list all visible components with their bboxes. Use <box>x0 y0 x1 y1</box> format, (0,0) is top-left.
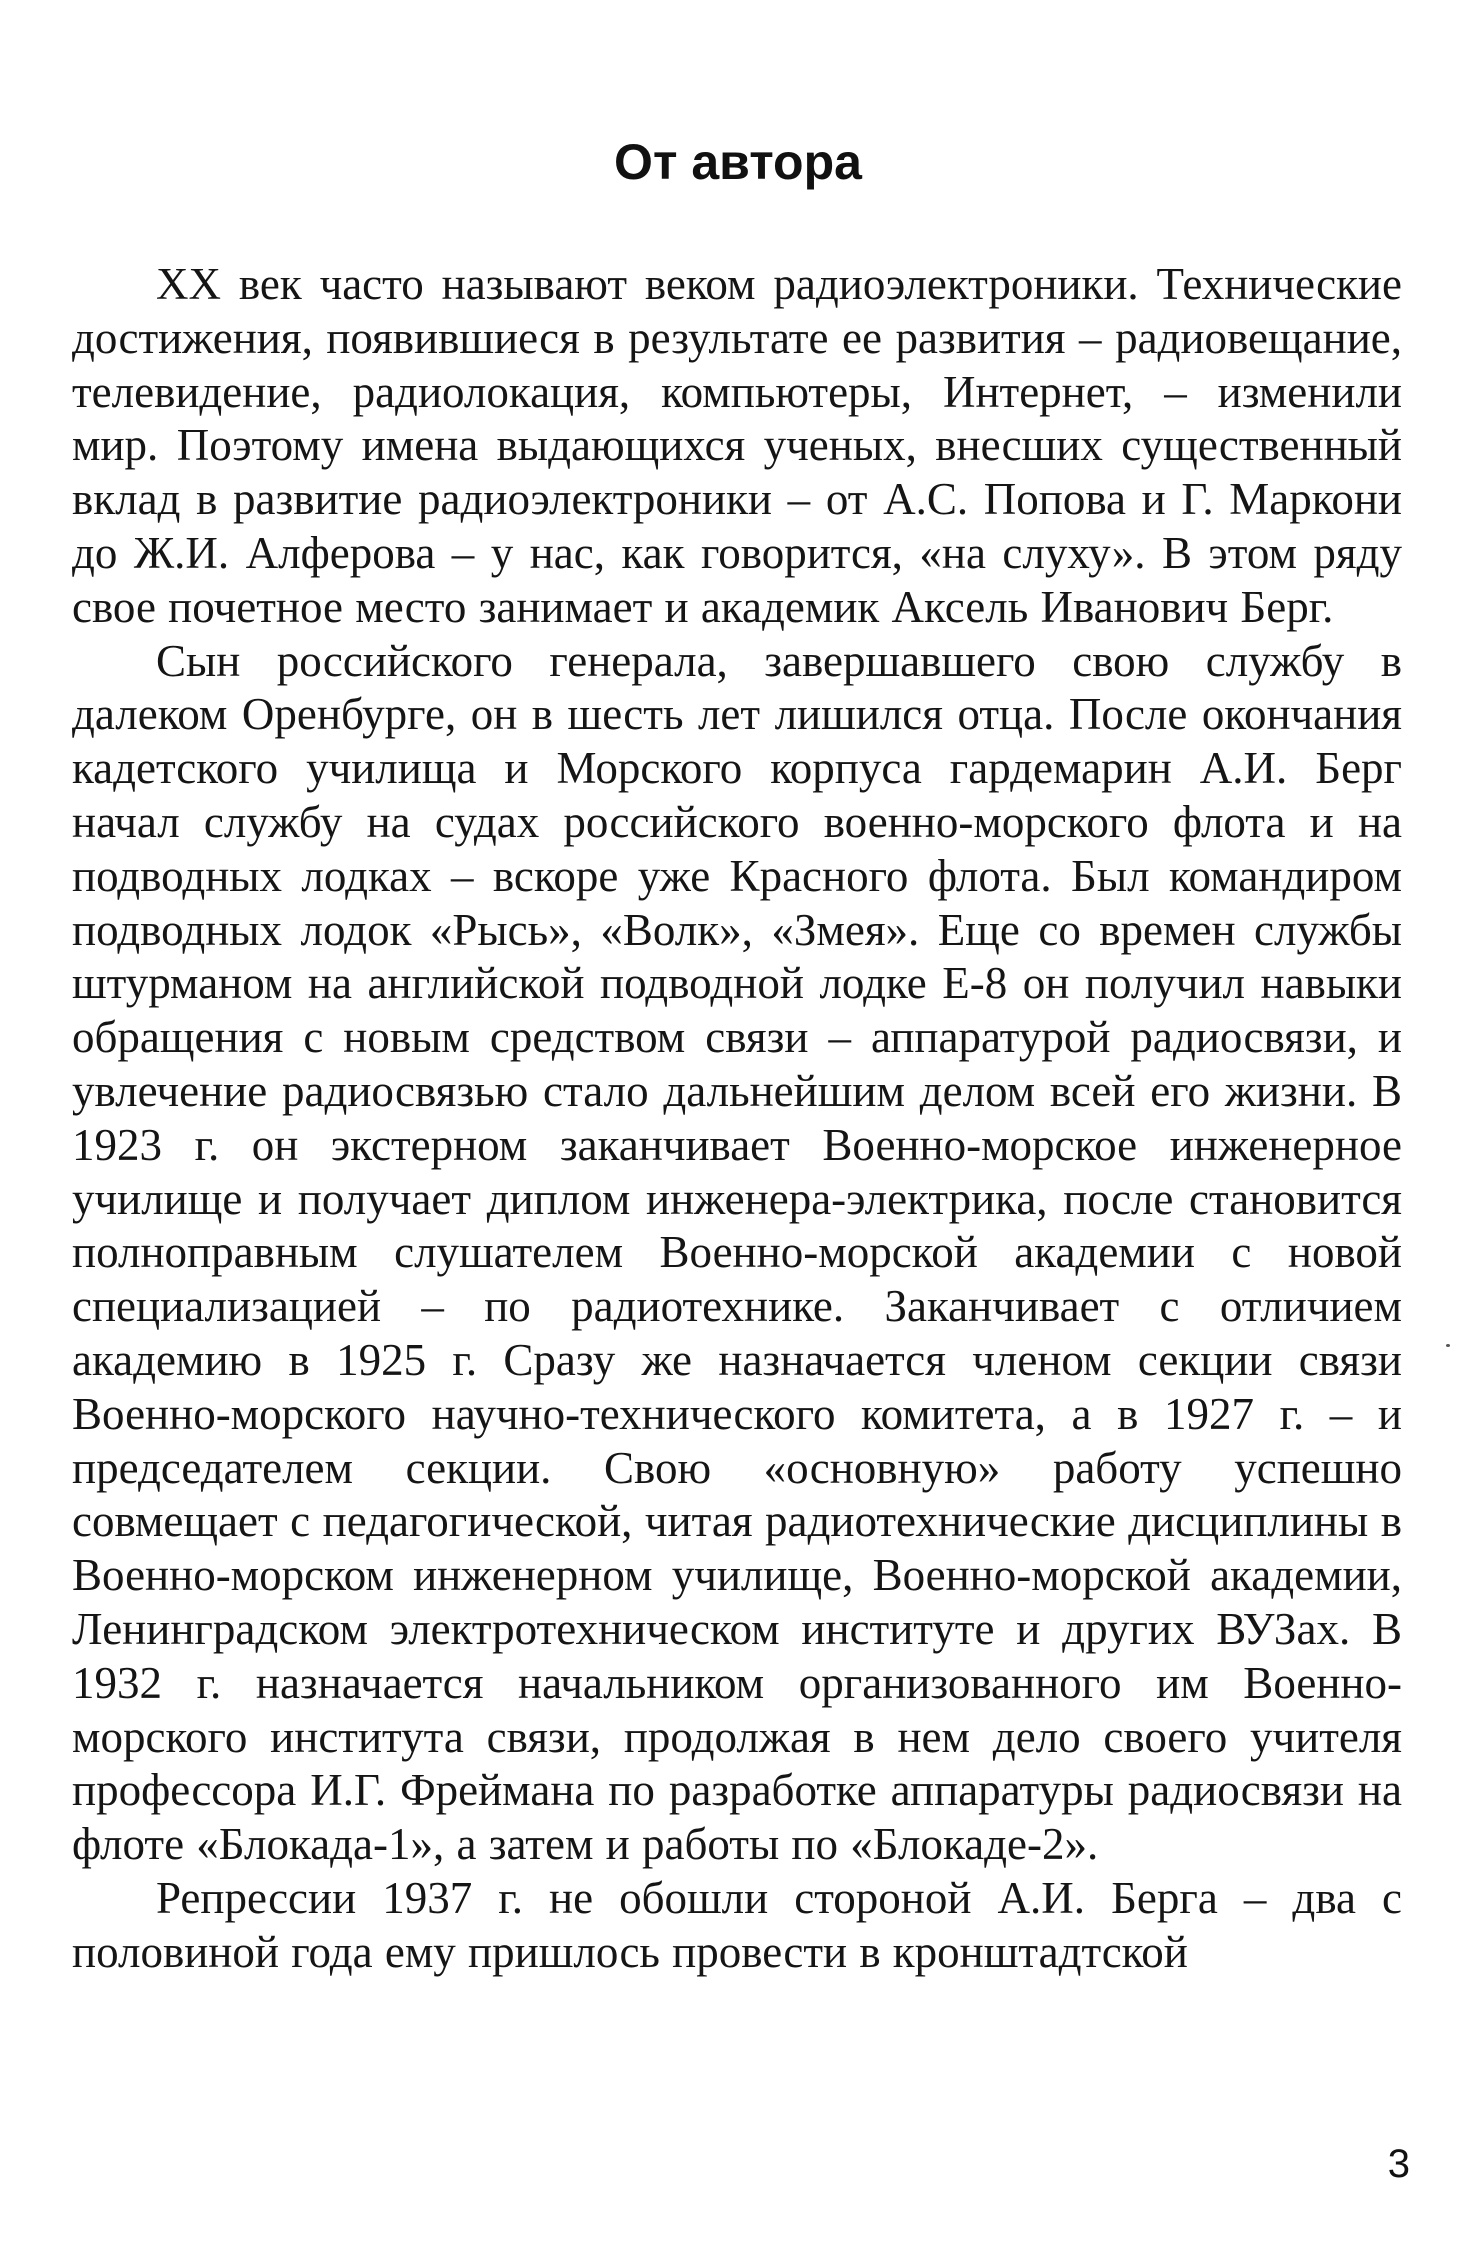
page-number: 3 <box>1387 2142 1410 2186</box>
paragraph-2: Сын российского генерала, завершавшего свою службу в далеком Оренбурге, он в шесть лет лишился отца. После окончания кадетского училища и Морского корпуса гардемарин А.И. Берг начал службу на судах российского военно-морского флота и на подводных лодках – вскоре уже Красного флота. Был командиром подводных лодок «Рысь», «Волк», «Змея». Еще со времен службы штурманом на английской подводной лодке Е-8 он получил навыки обращения с новым средством связи – аппаратурой радиосвязи, и увлечение радиосвязью стало дальнейшим делом всей его жизни. В 1923 г. он экстерном заканчивает Военно-морское инженерное училище и получает диплом инженера-электрика, после становится полноправным слушателем Военно-морской академии с новой специализацией – по радиотехнике. Заканчивает с отличием академию в 1925 г. Сразу же назначается членом секции связи Военно-морского научно-технического комитета, а в 1927 г. – и председателем секции. Свою «основную» работу успешно совмещает с педагогической, читая радиотехнические дисциплины в Военно-морском инженерном училище, Военно-морской академии, Ленинградском электротехническом институте и других ВУЗах. В 1932 г. назначается начальником организованного им Военно-морского института связи, продолжая в нем дело своего учителя профессора И.Г. Фреймана по разработке аппаратуры радиосвязи на флоте «Блокада-1», а затем и работы по «Блокаде-2». <box>72 635 1402 1870</box>
scan-speck <box>1446 1344 1450 1347</box>
page-title: От автора <box>614 134 862 190</box>
paragraph-1: XX век часто называют веком радиоэлектроники. Технические достижения, появившиеся в результате ее развития – радиовещание, телевидение, радиолокация, компьютеры, Интернет, – изменили мир. Поэтому имена выдающихся ученых, внесших существенный вклад в развитие радиоэлектроники – от А.С. Попова и Г. Маркони до Ж.И. Алферова – у нас, как говорится, «на слуху». В этом ряду свое почетное место занимает и академик Аксель Иванович Берг. <box>72 259 1402 632</box>
paragraph-3: Репрессии 1937 г. не обошли стороной А.И. Берга – два с половиной года ему пришлось провести в кронштадтской <box>72 1872 1402 1977</box>
body-text <box>72 258 1402 1980</box>
